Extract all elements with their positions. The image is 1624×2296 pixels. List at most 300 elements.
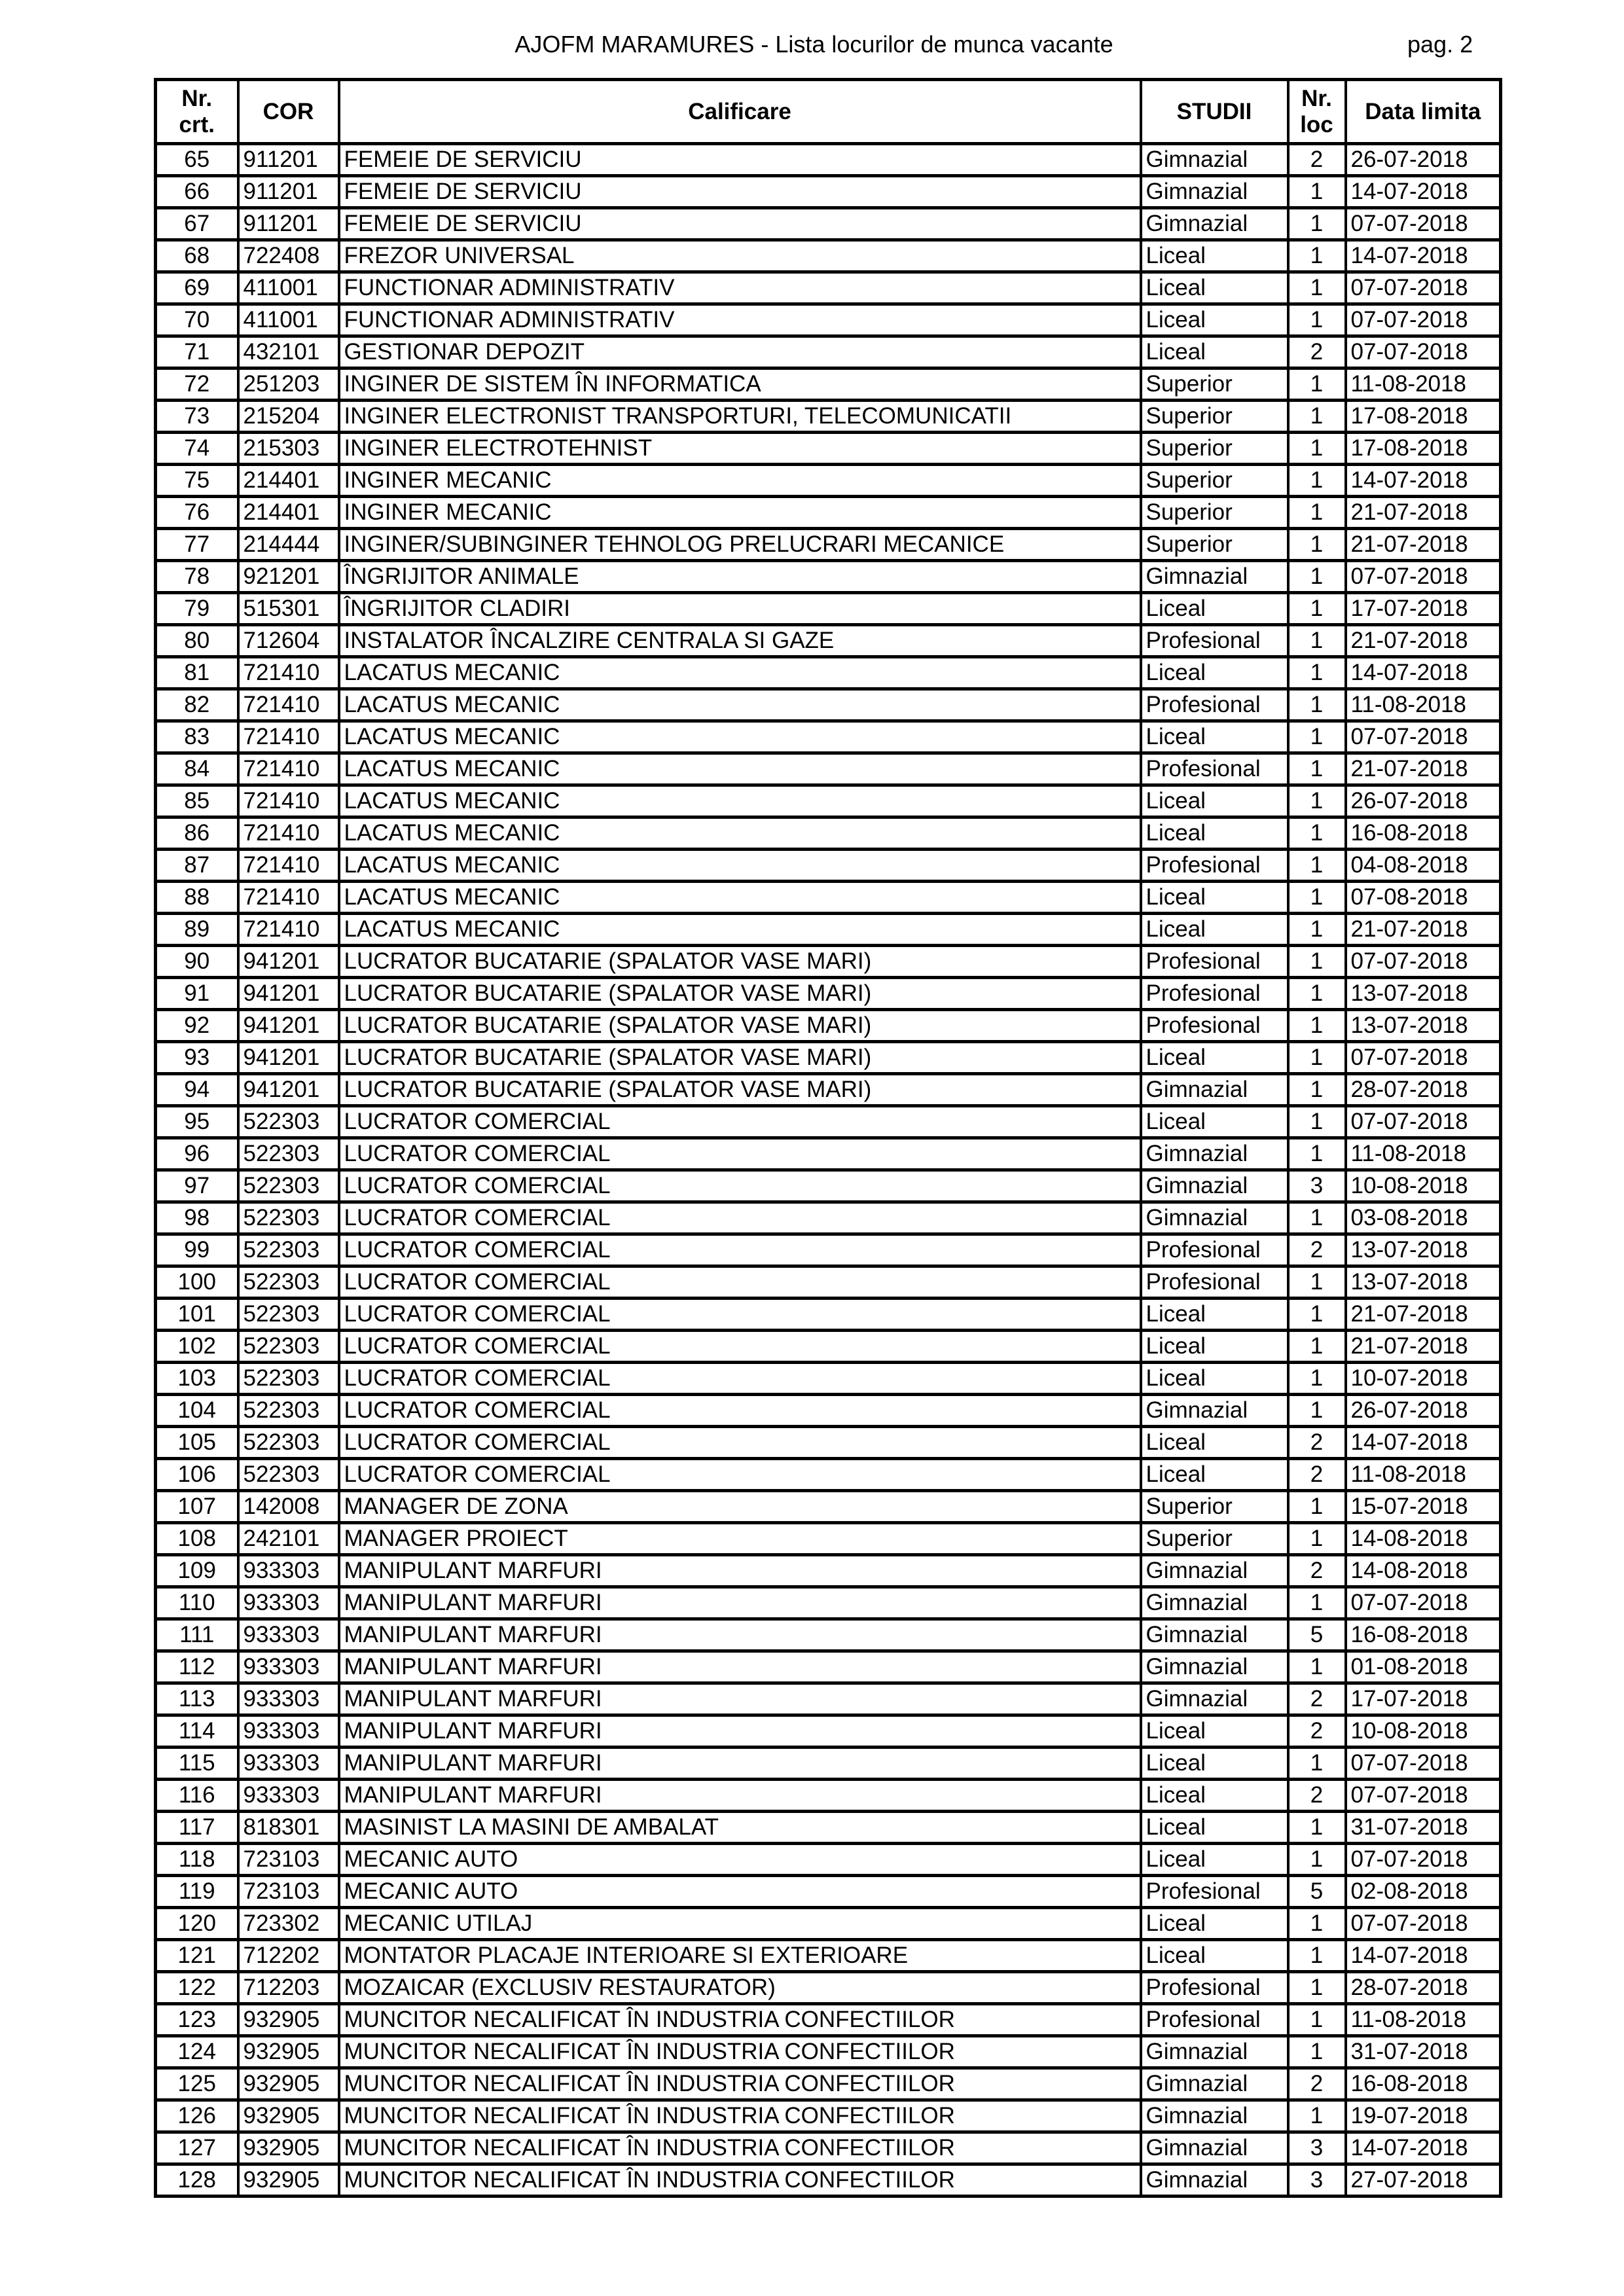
table-row xyxy=(156,1523,1501,1555)
cell-nr-crt: 108 xyxy=(156,1523,238,1555)
cell-nr-loc: 1 xyxy=(1288,1844,1346,1876)
cell-cor: 933303 xyxy=(238,1715,339,1748)
cell-nr-loc: 2 xyxy=(1288,336,1346,368)
cell-calificare: LUCRATOR COMERCIAL xyxy=(339,1459,1141,1491)
cell-calificare: INSTALATOR ÎNCALZIRE CENTRALA SI GAZE xyxy=(339,625,1141,657)
cell-studii: Liceal xyxy=(1141,1780,1288,1812)
cell-studii: Gimnazial xyxy=(1141,208,1288,240)
cell-nr-loc: 1 xyxy=(1288,1010,1346,1042)
column-header-nr-loc xyxy=(1288,80,1346,144)
cell-studii: Profesional xyxy=(1141,1972,1288,2004)
cell-studii: Liceal xyxy=(1141,1715,1288,1748)
cell-nr-crt: 106 xyxy=(156,1459,238,1491)
cell-nr-crt: 125 xyxy=(156,2068,238,2100)
cell-studii: Liceal xyxy=(1141,1908,1288,1940)
cell-studii: Liceal xyxy=(1141,1748,1288,1780)
cell-calificare: LACATUS MECANIC xyxy=(339,753,1141,785)
cell-nr-loc: 1 xyxy=(1288,401,1346,433)
cell-nr-crt: 74 xyxy=(156,433,238,465)
column-header-calificare: Calificare xyxy=(339,80,1141,144)
cell-data-limita: 21-07-2018 xyxy=(1346,1299,1501,1331)
table-row xyxy=(156,561,1501,593)
cell-calificare: LUCRATOR BUCATARIE (SPALATOR VASE MARI) xyxy=(339,946,1141,978)
cell-nr-loc: 1 xyxy=(1288,1940,1346,1972)
cell-cor: 251203 xyxy=(238,368,339,401)
cell-nr-loc: 1 xyxy=(1288,433,1346,465)
cell-data-limita: 15-07-2018 xyxy=(1346,1491,1501,1523)
cell-nr-loc: 1 xyxy=(1288,1138,1346,1170)
cell-nr-loc: 1 xyxy=(1288,1587,1346,1619)
cell-studii: Liceal xyxy=(1141,785,1288,817)
cell-cor: 522303 xyxy=(238,1395,339,1427)
cell-studii: Gimnazial xyxy=(1141,2164,1288,2197)
cell-nr-loc: 3 xyxy=(1288,1170,1346,1202)
cell-calificare: LACATUS MECANIC xyxy=(339,657,1141,689)
cell-calificare: INGINER MECANIC xyxy=(339,465,1141,497)
cell-data-limita: 10-07-2018 xyxy=(1346,1363,1501,1395)
cell-studii: Gimnazial xyxy=(1141,1170,1288,1202)
table-row xyxy=(156,1170,1501,1202)
cell-data-limita: 17-08-2018 xyxy=(1346,433,1501,465)
cell-calificare: MANIPULANT MARFURI xyxy=(339,1555,1141,1587)
cell-nr-crt: 76 xyxy=(156,497,238,529)
cell-cor: 721410 xyxy=(238,753,339,785)
cell-cor: 214444 xyxy=(238,529,339,561)
cell-studii: Gimnazial xyxy=(1141,2100,1288,2132)
cell-nr-loc: 1 xyxy=(1288,1363,1346,1395)
cell-calificare: FUNCTIONAR ADMINISTRATIV xyxy=(339,304,1141,336)
cell-cor: 933303 xyxy=(238,1748,339,1780)
cell-nr-loc: 1 xyxy=(1288,1491,1346,1523)
cell-cor: 242101 xyxy=(238,1523,339,1555)
table-row xyxy=(156,1715,1501,1748)
cell-nr-crt: 113 xyxy=(156,1683,238,1715)
table-row xyxy=(156,1363,1501,1395)
cell-calificare: LUCRATOR COMERCIAL xyxy=(339,1202,1141,1234)
cell-calificare: FREZOR UNIVERSAL xyxy=(339,240,1141,272)
cell-studii: Superior xyxy=(1141,1491,1288,1523)
cell-nr-crt: 123 xyxy=(156,2004,238,2036)
cell-studii: Liceal xyxy=(1141,1363,1288,1395)
cell-nr-loc: 1 xyxy=(1288,1074,1346,1106)
cell-data-limita: 31-07-2018 xyxy=(1346,2036,1501,2068)
cell-data-limita: 07-07-2018 xyxy=(1346,1908,1501,1940)
cell-cor: 721410 xyxy=(238,689,339,721)
cell-studii: Liceal xyxy=(1141,240,1288,272)
cell-studii: Liceal xyxy=(1141,1299,1288,1331)
cell-nr-crt: 80 xyxy=(156,625,238,657)
cell-cor: 721410 xyxy=(238,850,339,882)
cell-nr-crt: 111 xyxy=(156,1619,238,1651)
cell-calificare: MUNCITOR NECALIFICAT ÎN INDUSTRIA CONFECTIILOR xyxy=(339,2036,1141,2068)
cell-data-limita: 21-07-2018 xyxy=(1346,914,1501,946)
cell-studii: Profesional xyxy=(1141,1010,1288,1042)
cell-nr-crt: 78 xyxy=(156,561,238,593)
cell-data-limita: 07-07-2018 xyxy=(1346,1106,1501,1138)
table-row xyxy=(156,1299,1501,1331)
cell-data-limita: 02-08-2018 xyxy=(1346,1876,1501,1908)
cell-calificare: MANAGER PROIECT xyxy=(339,1523,1141,1555)
cell-data-limita: 13-07-2018 xyxy=(1346,1234,1501,1266)
cell-studii: Liceal xyxy=(1141,882,1288,914)
cell-calificare: LACATUS MECANIC xyxy=(339,850,1141,882)
cell-nr-loc: 1 xyxy=(1288,2004,1346,2036)
cell-calificare: MOZAICAR (EXCLUSIV RESTAURATOR) xyxy=(339,1972,1141,2004)
table-row xyxy=(156,978,1501,1010)
cell-cor: 941201 xyxy=(238,978,339,1010)
cell-studii: Liceal xyxy=(1141,1940,1288,1972)
cell-studii: Liceal xyxy=(1141,593,1288,625)
cell-cor: 721410 xyxy=(238,914,339,946)
cell-calificare: LUCRATOR COMERCIAL xyxy=(339,1331,1141,1363)
cell-calificare: MUNCITOR NECALIFICAT ÎN INDUSTRIA CONFECTIILOR xyxy=(339,2068,1141,2100)
cell-nr-loc: 1 xyxy=(1288,2100,1346,2132)
cell-nr-loc: 1 xyxy=(1288,946,1346,978)
cell-cor: 818301 xyxy=(238,1812,339,1844)
cell-nr-loc: 5 xyxy=(1288,1619,1346,1651)
table-row xyxy=(156,657,1501,689)
cell-data-limita: 28-07-2018 xyxy=(1346,1074,1501,1106)
cell-studii: Superior xyxy=(1141,433,1288,465)
cell-nr-crt: 97 xyxy=(156,1170,238,1202)
cell-nr-loc: 1 xyxy=(1288,1523,1346,1555)
cell-nr-loc: 1 xyxy=(1288,657,1346,689)
table-row xyxy=(156,2100,1501,2132)
table-row xyxy=(156,1266,1501,1299)
table-row xyxy=(156,1042,1501,1074)
cell-data-limita: 21-07-2018 xyxy=(1346,529,1501,561)
table-row xyxy=(156,401,1501,433)
cell-nr-loc: 1 xyxy=(1288,304,1346,336)
cell-data-limita: 07-07-2018 xyxy=(1346,304,1501,336)
cell-studii: Liceal xyxy=(1141,1331,1288,1363)
table-row xyxy=(156,529,1501,561)
cell-studii: Liceal xyxy=(1141,817,1288,850)
cell-studii: Liceal xyxy=(1141,304,1288,336)
table-row xyxy=(156,240,1501,272)
table-row xyxy=(156,304,1501,336)
table-header-row xyxy=(156,80,1501,144)
table-row xyxy=(156,721,1501,753)
cell-nr-loc: 1 xyxy=(1288,817,1346,850)
cell-calificare: LUCRATOR COMERCIAL xyxy=(339,1234,1141,1266)
cell-studii: Liceal xyxy=(1141,272,1288,304)
table-row xyxy=(156,1331,1501,1363)
cell-nr-crt: 109 xyxy=(156,1555,238,1587)
cell-data-limita: 17-07-2018 xyxy=(1346,593,1501,625)
table-row xyxy=(156,1844,1501,1876)
cell-data-limita: 13-07-2018 xyxy=(1346,1266,1501,1299)
cell-studii: Gimnazial xyxy=(1141,1138,1288,1170)
document-title: AJOFM MARAMURES - Lista locurilor de munca vacante xyxy=(514,31,1113,58)
cell-nr-crt: 124 xyxy=(156,2036,238,2068)
table-row xyxy=(156,2132,1501,2164)
cell-cor: 941201 xyxy=(238,946,339,978)
cell-nr-crt: 105 xyxy=(156,1427,238,1459)
cell-studii: Profesional xyxy=(1141,689,1288,721)
table-row xyxy=(156,882,1501,914)
cell-cor: 712202 xyxy=(238,1940,339,1972)
cell-nr-loc: 1 xyxy=(1288,1395,1346,1427)
cell-studii: Liceal xyxy=(1141,657,1288,689)
cell-cor: 411001 xyxy=(238,272,339,304)
table-row xyxy=(156,368,1501,401)
cell-cor: 432101 xyxy=(238,336,339,368)
table-row xyxy=(156,785,1501,817)
cell-data-limita: 10-08-2018 xyxy=(1346,1170,1501,1202)
cell-cor: 522303 xyxy=(238,1170,339,1202)
cell-calificare: FUNCTIONAR ADMINISTRATIV xyxy=(339,272,1141,304)
header-nr-line1: Nr. xyxy=(181,85,213,111)
cell-studii: Profesional xyxy=(1141,850,1288,882)
cell-calificare: LUCRATOR COMERCIAL xyxy=(339,1106,1141,1138)
cell-nr-loc: 1 xyxy=(1288,1106,1346,1138)
cell-studii: Liceal xyxy=(1141,1844,1288,1876)
cell-cor: 723103 xyxy=(238,1844,339,1876)
cell-nr-loc: 1 xyxy=(1288,785,1346,817)
cell-cor: 932905 xyxy=(238,2036,339,2068)
table-row xyxy=(156,850,1501,882)
table-row xyxy=(156,2036,1501,2068)
cell-nr-crt: 77 xyxy=(156,529,238,561)
cell-nr-loc: 1 xyxy=(1288,465,1346,497)
cell-cor: 721410 xyxy=(238,882,339,914)
cell-nr-loc: 1 xyxy=(1288,208,1346,240)
table-row xyxy=(156,465,1501,497)
cell-nr-crt: 107 xyxy=(156,1491,238,1523)
cell-nr-crt: 122 xyxy=(156,1972,238,2004)
cell-nr-loc: 1 xyxy=(1288,625,1346,657)
column-header-cor: COR xyxy=(238,80,339,144)
cell-calificare: MANIPULANT MARFURI xyxy=(339,1587,1141,1619)
cell-data-limita: 07-07-2018 xyxy=(1346,1042,1501,1074)
table-row xyxy=(156,1748,1501,1780)
cell-nr-crt: 110 xyxy=(156,1587,238,1619)
table-row xyxy=(156,2068,1501,2100)
cell-nr-loc: 3 xyxy=(1288,2164,1346,2197)
cell-nr-loc: 2 xyxy=(1288,2068,1346,2100)
cell-calificare: LUCRATOR BUCATARIE (SPALATOR VASE MARI) xyxy=(339,1010,1141,1042)
cell-studii: Liceal xyxy=(1141,1427,1288,1459)
cell-cor: 712203 xyxy=(238,1972,339,2004)
table-row xyxy=(156,946,1501,978)
cell-nr-loc: 1 xyxy=(1288,1748,1346,1780)
cell-data-limita: 17-08-2018 xyxy=(1346,401,1501,433)
cell-nr-crt: 95 xyxy=(156,1106,238,1138)
cell-nr-loc: 1 xyxy=(1288,2036,1346,2068)
table-row xyxy=(156,593,1501,625)
cell-calificare: MUNCITOR NECALIFICAT ÎN INDUSTRIA CONFECTIILOR xyxy=(339,2132,1141,2164)
table-row xyxy=(156,1459,1501,1491)
cell-nr-loc: 1 xyxy=(1288,1266,1346,1299)
cell-studii: Liceal xyxy=(1141,914,1288,946)
cell-cor: 941201 xyxy=(238,1042,339,1074)
cell-calificare: LUCRATOR COMERCIAL xyxy=(339,1299,1141,1331)
cell-studii: Superior xyxy=(1141,497,1288,529)
cell-data-limita: 31-07-2018 xyxy=(1346,1812,1501,1844)
cell-calificare: MANIPULANT MARFURI xyxy=(339,1748,1141,1780)
cell-data-limita: 04-08-2018 xyxy=(1346,850,1501,882)
table-row xyxy=(156,433,1501,465)
cell-cor: 515301 xyxy=(238,593,339,625)
cell-calificare: LUCRATOR COMERCIAL xyxy=(339,1427,1141,1459)
cell-data-limita: 26-07-2018 xyxy=(1346,785,1501,817)
cell-cor: 723302 xyxy=(238,1908,339,1940)
cell-nr-crt: 91 xyxy=(156,978,238,1010)
cell-cor: 522303 xyxy=(238,1234,339,1266)
table-row xyxy=(156,1780,1501,1812)
cell-data-limita: 28-07-2018 xyxy=(1346,1972,1501,2004)
cell-studii: Profesional xyxy=(1141,753,1288,785)
table-row xyxy=(156,1908,1501,1940)
cell-nr-loc: 2 xyxy=(1288,1683,1346,1715)
vacancies-table xyxy=(154,78,1502,2198)
cell-calificare: FEMEIE DE SERVICIU xyxy=(339,208,1141,240)
cell-nr-crt: 104 xyxy=(156,1395,238,1427)
cell-data-limita: 14-07-2018 xyxy=(1346,1427,1501,1459)
table-row xyxy=(156,1812,1501,1844)
column-header-data-limita: Data limita xyxy=(1346,80,1501,144)
cell-calificare: MUNCITOR NECALIFICAT ÎN INDUSTRIA CONFECTIILOR xyxy=(339,2100,1141,2132)
cell-nr-crt: 68 xyxy=(156,240,238,272)
cell-nr-crt: 120 xyxy=(156,1908,238,1940)
table-row xyxy=(156,625,1501,657)
cell-nr-crt: 65 xyxy=(156,144,238,176)
table-row xyxy=(156,689,1501,721)
table-body xyxy=(156,144,1501,2197)
cell-nr-loc: 1 xyxy=(1288,882,1346,914)
column-header-studii: STUDII xyxy=(1141,80,1288,144)
cell-calificare: LUCRATOR COMERCIAL xyxy=(339,1170,1141,1202)
table-row xyxy=(156,1395,1501,1427)
cell-calificare: FEMEIE DE SERVICIU xyxy=(339,144,1141,176)
cell-cor: 933303 xyxy=(238,1555,339,1587)
cell-calificare: LUCRATOR BUCATARIE (SPALATOR VASE MARI) xyxy=(339,978,1141,1010)
cell-nr-crt: 88 xyxy=(156,882,238,914)
cell-studii: Gimnazial xyxy=(1141,1555,1288,1587)
cell-data-limita: 16-08-2018 xyxy=(1346,2068,1501,2100)
cell-nr-crt: 84 xyxy=(156,753,238,785)
cell-nr-loc: 1 xyxy=(1288,1331,1346,1363)
cell-studii: Gimnazial xyxy=(1141,144,1288,176)
cell-calificare: LUCRATOR COMERCIAL xyxy=(339,1395,1141,1427)
cell-cor: 214401 xyxy=(238,497,339,529)
cell-studii: Profesional xyxy=(1141,2004,1288,2036)
cell-nr-crt: 72 xyxy=(156,368,238,401)
cell-nr-loc: 1 xyxy=(1288,914,1346,946)
cell-cor: 723103 xyxy=(238,1876,339,1908)
cell-calificare: LACATUS MECANIC xyxy=(339,721,1141,753)
cell-studii: Profesional xyxy=(1141,978,1288,1010)
table-row xyxy=(156,336,1501,368)
cell-cor: 522303 xyxy=(238,1266,339,1299)
cell-studii: Gimnazial xyxy=(1141,1395,1288,1427)
cell-data-limita: 16-08-2018 xyxy=(1346,1619,1501,1651)
cell-studii: Gimnazial xyxy=(1141,2068,1288,2100)
cell-data-limita: 11-08-2018 xyxy=(1346,1138,1501,1170)
cell-cor: 721410 xyxy=(238,817,339,850)
cell-studii: Gimnazial xyxy=(1141,1619,1288,1651)
table-row xyxy=(156,1972,1501,2004)
cell-cor: 722408 xyxy=(238,240,339,272)
cell-cor: 522303 xyxy=(238,1106,339,1138)
cell-calificare: MONTATOR PLACAJE INTERIOARE SI EXTERIOARE xyxy=(339,1940,1141,1972)
table-row xyxy=(156,1491,1501,1523)
cell-data-limita: 07-07-2018 xyxy=(1346,1587,1501,1619)
cell-nr-crt: 128 xyxy=(156,2164,238,2197)
cell-nr-crt: 85 xyxy=(156,785,238,817)
table-row xyxy=(156,1876,1501,1908)
table-row xyxy=(156,1074,1501,1106)
cell-data-limita: 16-08-2018 xyxy=(1346,817,1501,850)
cell-nr-loc: 1 xyxy=(1288,593,1346,625)
cell-nr-crt: 75 xyxy=(156,465,238,497)
cell-nr-crt: 69 xyxy=(156,272,238,304)
cell-calificare: MANIPULANT MARFURI xyxy=(339,1619,1141,1651)
cell-nr-crt: 126 xyxy=(156,2100,238,2132)
cell-cor: 522303 xyxy=(238,1202,339,1234)
table-row xyxy=(156,753,1501,785)
table-row xyxy=(156,1427,1501,1459)
cell-data-limita: 21-07-2018 xyxy=(1346,1331,1501,1363)
cell-studii: Liceal xyxy=(1141,1042,1288,1074)
cell-cor: 933303 xyxy=(238,1683,339,1715)
cell-data-limita: 14-07-2018 xyxy=(1346,176,1501,208)
cell-cor: 522303 xyxy=(238,1299,339,1331)
cell-calificare: LUCRATOR BUCATARIE (SPALATOR VASE MARI) xyxy=(339,1074,1141,1106)
cell-nr-loc: 1 xyxy=(1288,721,1346,753)
table-row xyxy=(156,1619,1501,1651)
table-row xyxy=(156,1683,1501,1715)
table-row xyxy=(156,914,1501,946)
cell-nr-loc: 5 xyxy=(1288,1876,1346,1908)
cell-studii: Gimnazial xyxy=(1141,2132,1288,2164)
cell-cor: 911201 xyxy=(238,176,339,208)
cell-studii: Gimnazial xyxy=(1141,176,1288,208)
cell-data-limita: 03-08-2018 xyxy=(1346,1202,1501,1234)
cell-studii: Profesional xyxy=(1141,1876,1288,1908)
cell-calificare: MECANIC UTILAJ xyxy=(339,1908,1141,1940)
cell-nr-loc: 2 xyxy=(1288,1234,1346,1266)
cell-nr-loc: 3 xyxy=(1288,2132,1346,2164)
table-row xyxy=(156,1940,1501,1972)
table-row xyxy=(156,1202,1501,1234)
cell-cor: 522303 xyxy=(238,1138,339,1170)
cell-nr-loc: 1 xyxy=(1288,529,1346,561)
cell-calificare: LACATUS MECANIC xyxy=(339,785,1141,817)
column-header-nr-crt xyxy=(156,80,238,144)
cell-calificare: INGINER ELECTROTEHNIST xyxy=(339,433,1141,465)
cell-data-limita: 11-08-2018 xyxy=(1346,1459,1501,1491)
cell-nr-crt: 98 xyxy=(156,1202,238,1234)
cell-cor: 522303 xyxy=(238,1363,339,1395)
cell-studii: Gimnazial xyxy=(1141,1202,1288,1234)
cell-data-limita: 07-07-2018 xyxy=(1346,208,1501,240)
cell-studii: Profesional xyxy=(1141,1234,1288,1266)
cell-calificare: MASINIST LA MASINI DE AMBALAT xyxy=(339,1812,1141,1844)
cell-calificare: FEMEIE DE SERVICIU xyxy=(339,176,1141,208)
cell-nr-crt: 96 xyxy=(156,1138,238,1170)
cell-nr-crt: 102 xyxy=(156,1331,238,1363)
cell-nr-crt: 127 xyxy=(156,2132,238,2164)
cell-nr-crt: 118 xyxy=(156,1844,238,1876)
cell-data-limita: 10-08-2018 xyxy=(1346,1715,1501,1748)
table-row xyxy=(156,144,1501,176)
header-nr-line2: crt. xyxy=(179,111,215,137)
cell-data-limita: 07-07-2018 xyxy=(1346,1780,1501,1812)
cell-nr-loc: 1 xyxy=(1288,497,1346,529)
cell-studii: Profesional xyxy=(1141,946,1288,978)
